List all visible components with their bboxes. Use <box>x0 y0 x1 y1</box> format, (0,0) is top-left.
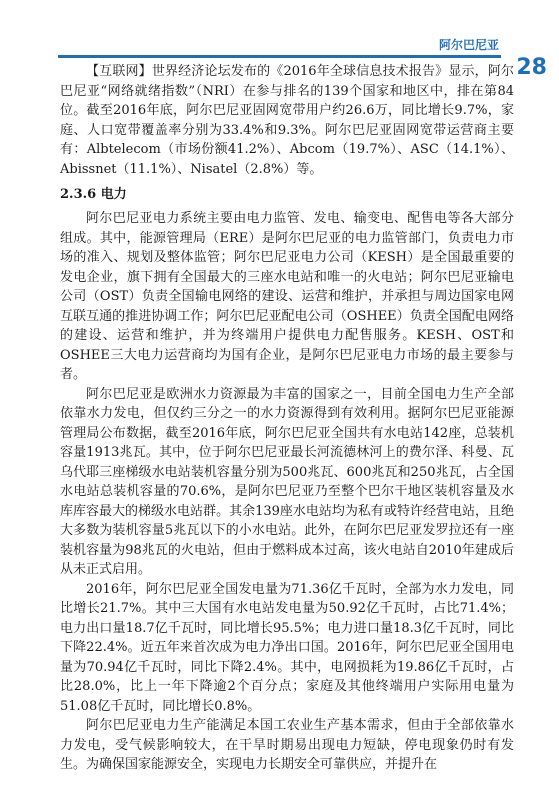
power-paragraph-hydro-resources: 阿尔巴尼亚是欧洲水力资源最为丰富的国家之一，目前全国电力生产全部依靠水力发电，但仅约三分之一的水力资源得到有效利用。据阿尔巴尼亚能源管理局公布数据，截至2016年底，阿尔巴尼亚全国共有水电站142座，总装机容量1913兆瓦。其中，位于阿尔巴尼亚最长河流德林河上的费尔泽、科曼、瓦乌代耶三座梯级水电站装机容量分别为500兆瓦、600兆瓦和250兆瓦，占全国水电站总装机容量的70.6%，是阿尔巴尼亚乃至整个巴尔干地区装机容量及水库库容最大的梯级水电站群。其余139座水电站均为私有或特许经营电站，且绝大多数为装机容量5兆瓦以下的小水电站。此外，在阿尔巴尼亚发罗拉还有一座装机容量为98兆瓦的火电站，但由于燃料成本过高，该火电站自2010年建成后从未正式启用。 <box>60 386 514 577</box>
running-title: 阿尔巴尼亚 <box>438 38 499 52</box>
header-rule <box>58 55 501 58</box>
section-heading-electricity: 2.3.6 电力 <box>60 187 127 202</box>
power-paragraph-supply-outlook: 阿尔巴尼亚电力生产能满足本国工农业生产基本需求，但由于全部依靠水力发电，受气候影响较大，在干旱时期易出现电力短缺，停电现象仍时有发生。为确保国家能源安全，实现电力长期安全可靠供应，并提升在 <box>60 718 514 772</box>
page-body <box>60 62 514 775</box>
internet-paragraph: 【互联网】世界经济论坛发布的《2016年全球信息技术报告》显示，阿尔巴尼亚“网络就绪指数”（NRI）在参与排名的139个国家和地区中，排在第84位。截至2016年底，阿尔巴尼亚固网宽带用户约26.6万，同比增长9.7%，家庭、人口宽带覆盖率分别为33.4%和9.3%。阿尔巴尼亚固网宽带运营商主要有：Albtelecom（市场份额41.2%）、Abcom（19.7%）、ASC（14.1%）、Abissnet（11.1%）、Nisatel（2.8%）等。 <box>60 64 514 177</box>
page-number: 28 <box>516 55 547 80</box>
power-paragraph-structure: 阿尔巴尼亚电力系统主要由电力监管、发电、输变电、配售电等各大部分组成。其中，能源管理局（ERE）是阿尔巴尼亚的电力监管部门，负责电力市场的准入、规划及整体监管；阿尔巴尼亚电力公司（KESH）是全国最重要的发电企业，旗下拥有全国最大的三座水电站和唯一的火电站；阿尔巴尼亚输电公司（OST）负责全国输电网络的建设、运营和维护，并承担与周边国家电网互联互通的推进协调工作；阿尔巴尼亚配电公司（OSHEE）负责全国配电网络的建设、运营和维护，并为终端用户提供电力配售服务。KESH、OST和OSHEE三大电力运营商均为国有企业，是阿尔巴尼亚电力市场的最主要参与者。 <box>60 211 514 382</box>
power-paragraph-2016-statistics: 2016年，阿尔巴尼亚全国发电量为71.36亿千瓦时，全部为水力发电，同比增长21.7%。其中三大国有水电站发电量为50.92亿千瓦时，占比71.4%；电力出口量18.7亿千瓦时，同比增长95.5%；电力进口量18.3亿千瓦时，同比下降22.4%。近五年来首次成为电力净出口国。2016年，阿尔巴尼亚全国用电量为70.94亿千瓦时，同比下降2.4%。其中，电网损耗为19.86亿千瓦时，占比28.0%，比上一年下降逾2个百分点；家庭及其他终端用户实际用电量为51.08亿千瓦时，同比增长0.8%。 <box>60 581 514 714</box>
